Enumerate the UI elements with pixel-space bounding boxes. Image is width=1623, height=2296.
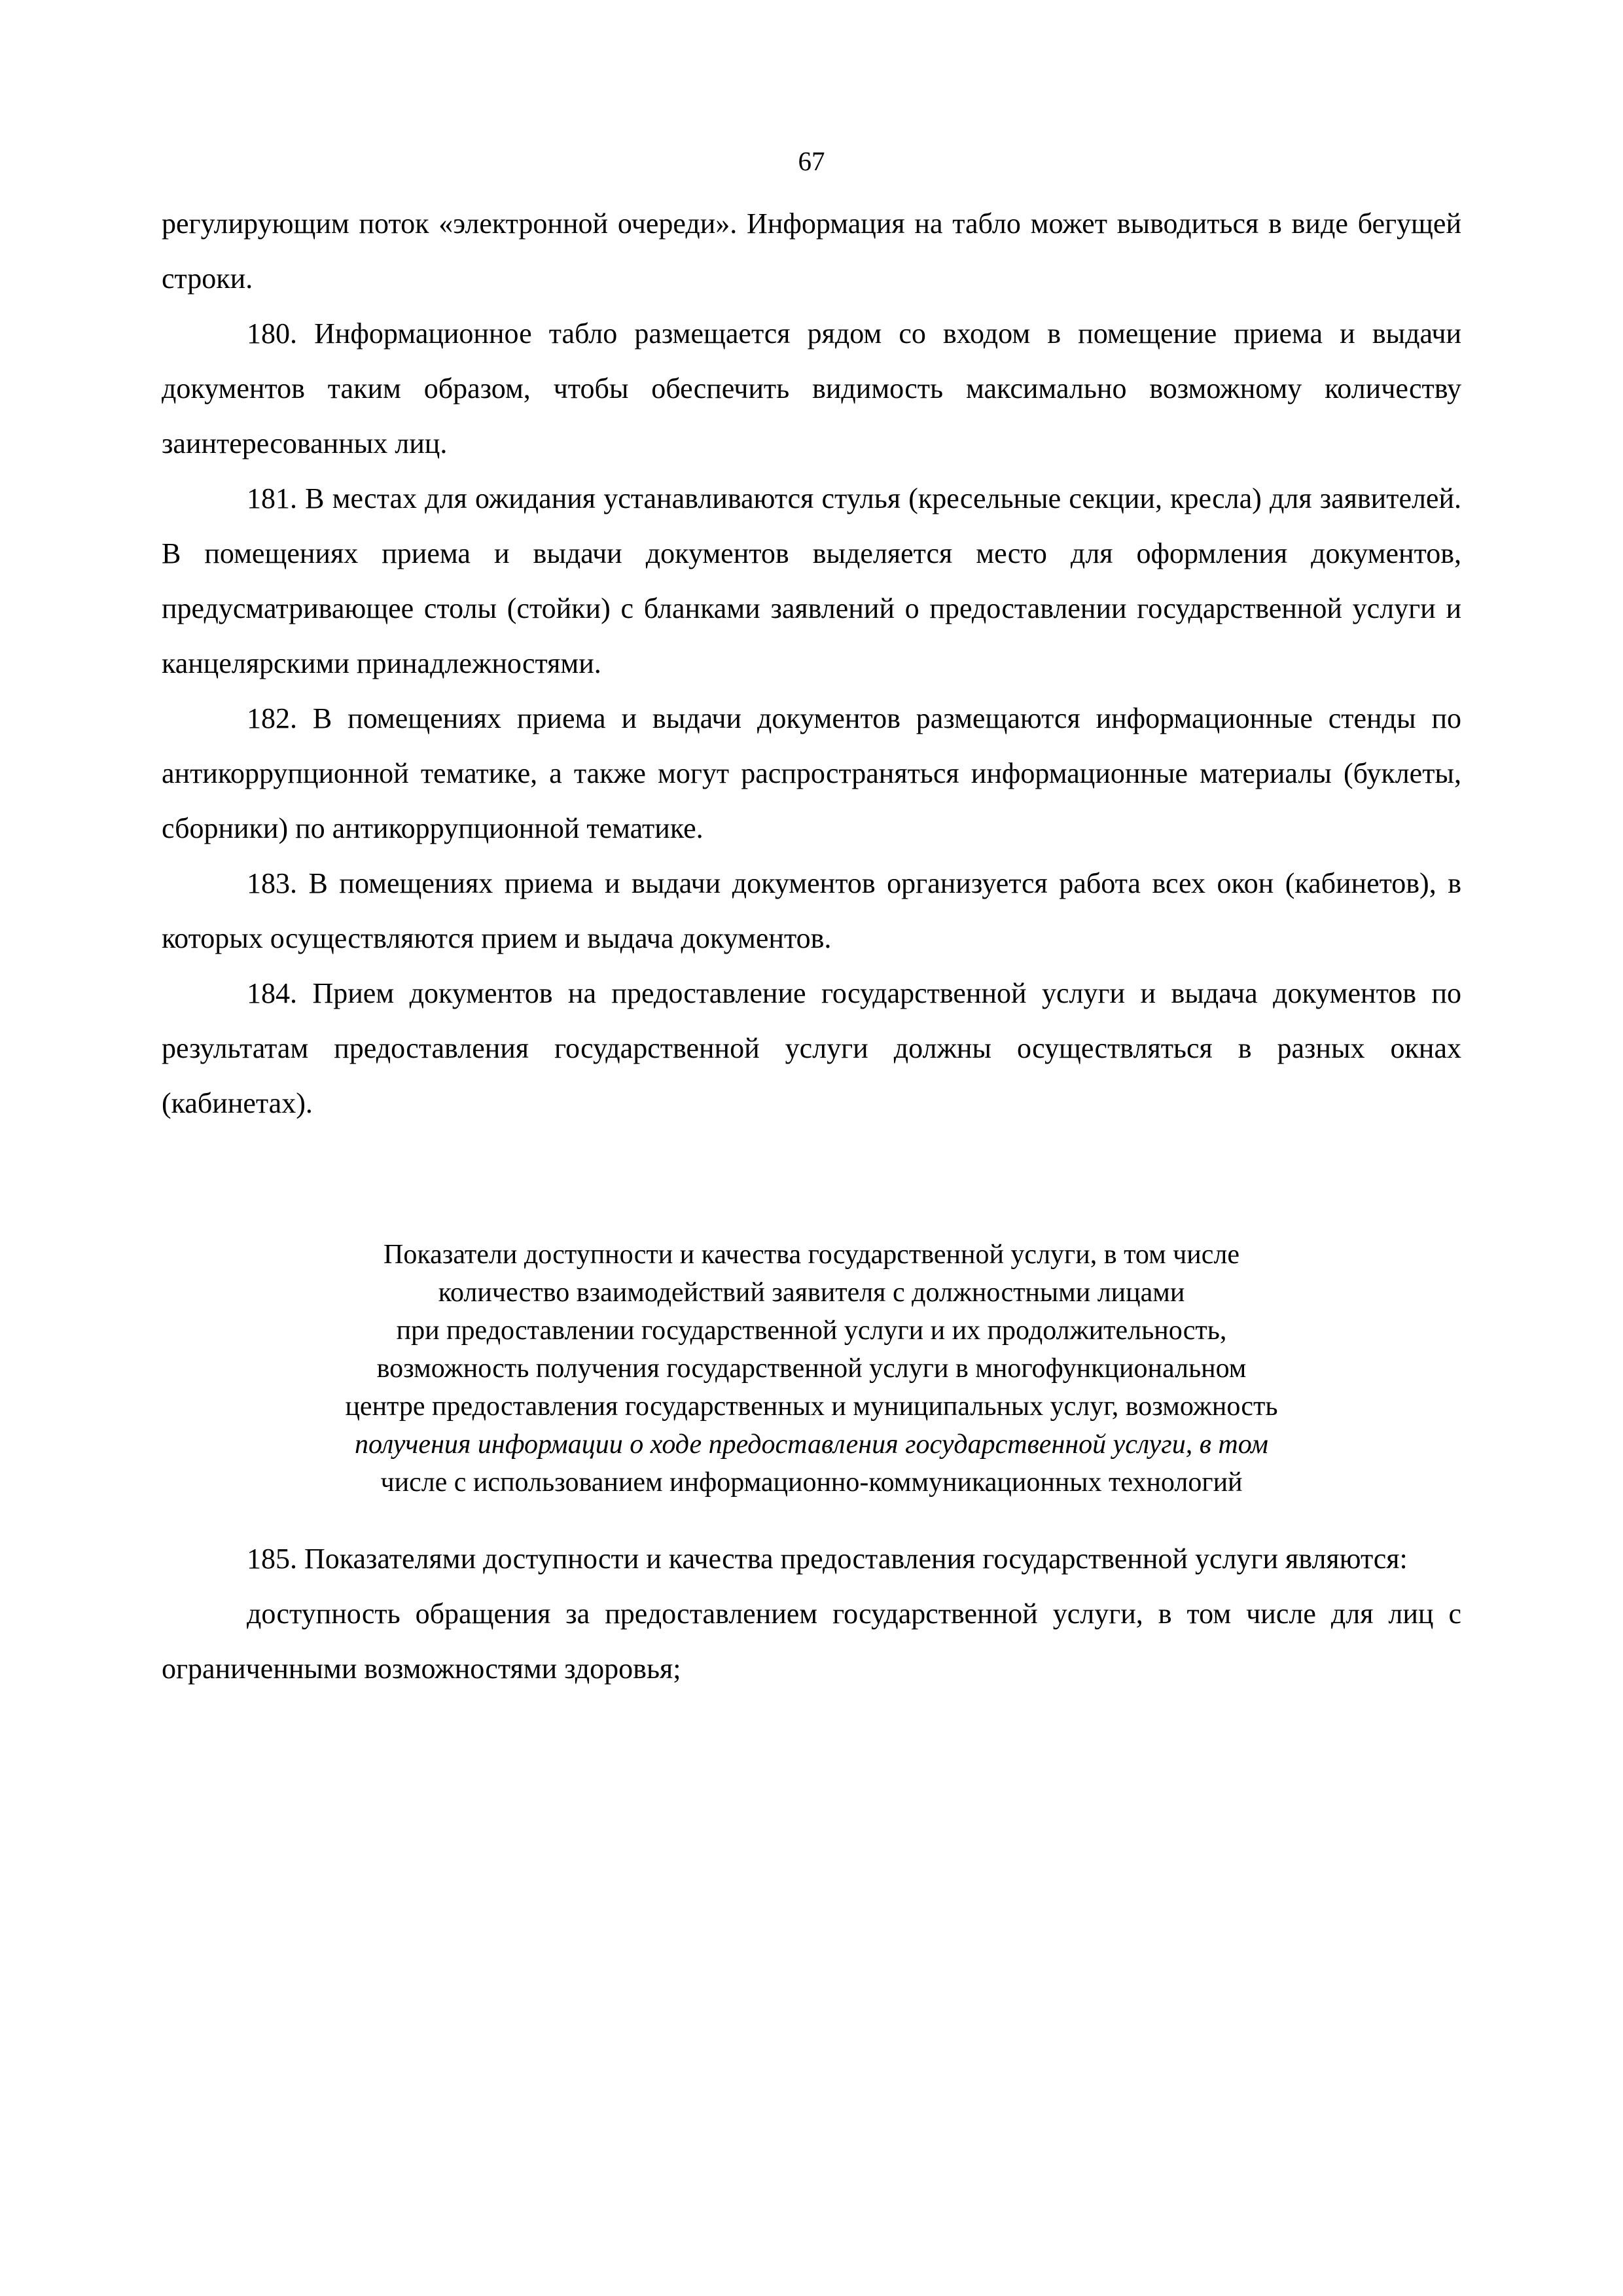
paragraph-185-item-1: доступность обращения за предоставлением государственной услуги, в том числе для лиц с ограниченными возможностями здоровья; [162, 1598, 1461, 1685]
section-heading-line-2: количество взаимодействий заявителя с должностными лицами [438, 1278, 1185, 1308]
section-heading-line-4: возможность получения государственной услуги в многофункциональном [376, 1354, 1247, 1384]
spacer [162, 1501, 1461, 1532]
section-heading-line-3: при предоставлении государственной услуги и их продолжительность, [396, 1316, 1227, 1346]
paragraph-continued: регулирующим поток «электронной очереди». Информация на табло может выводиться в виде бегущей строки. [162, 207, 1461, 295]
section-heading [201, 1236, 1422, 1501]
paragraph-182: 182. В помещениях приема и выдачи документов размещаются информационные стенды по антикоррупционной тематике, а также могут распространяться информационные материалы (буклеты, сборники) по антикоррупционной тематике. [162, 702, 1461, 844]
spacer [162, 1131, 1461, 1165]
page-content [162, 196, 1461, 1696]
paragraph-180: 180. Информационное табло размещается рядом со входом в помещение приема и выдачи документов таким образом, чтобы обеспечить видимость максимально возможному количеству заинтересованных лиц. [162, 317, 1461, 459]
paragraph-183: 183. В помещениях приема и выдачи документов организуется работа всех окон (кабинетов), в которых осуществляются прием и выдача документов. [162, 867, 1461, 954]
section-heading-line-6: получения информации о ходе предоставления государственной услуги, в том [355, 1429, 1268, 1460]
paragraph-185: 185. Показателями доступности и качества предоставления государственной услуги являются: [247, 1543, 1408, 1575]
section-heading-line-1: Показатели доступности и качества государственной услуги, в том числе [383, 1240, 1240, 1270]
page-number: 67 [798, 146, 825, 176]
paragraph-184: 184. Прием документов на предоставление государственной услуги и выдача документов по результатам предоставления государственной услуги должны осуществляться в разных окнах (кабинетах). [162, 977, 1461, 1119]
section-heading-line-5: центре предоставления государственных и муниципальных услуг, возможность [345, 1391, 1278, 1422]
paragraph-181: 181. В местах для ожидания устанавливаются стулья (кресельные секции, кресла) для заявителей. В помещениях приема и выдачи документов выделяется место для оформления документов, предусматривающее столы (стойки) с бланками заявлений о предоставлении государственной услуги и канцелярскими принадлежностями. [162, 482, 1461, 679]
section-heading-line-7: числе с использованием информационно-коммуникационных технологий [380, 1467, 1243, 1498]
